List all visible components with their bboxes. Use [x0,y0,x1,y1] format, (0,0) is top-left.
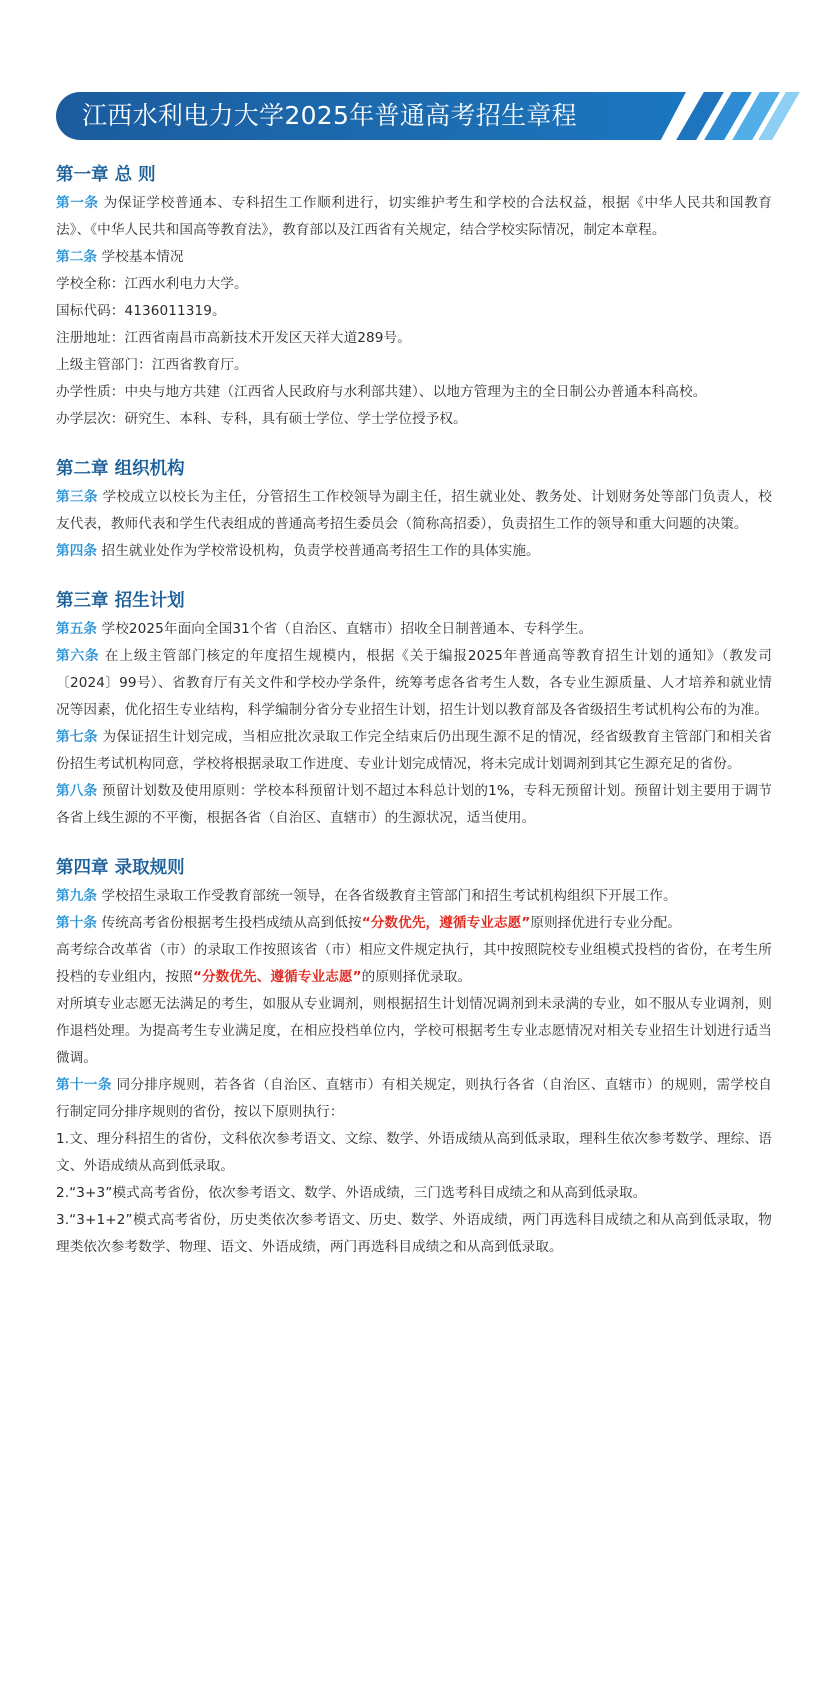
school-code: 国标代码：4136011319。 [56,303,226,319]
article-label: 第九条 [56,888,98,904]
article-9 [56,883,772,910]
school-level: 办学层次：研究生、本科、专科，具有硕士学位、学士学位授予权。 [56,411,467,427]
article-7 [56,724,772,778]
article-5 [56,616,772,643]
article-text: 招生就业处作为学校常设机构，负责学校普通高考招生工作的具体实施。 [97,543,540,559]
chapter-1-heading: 第一章 总 则 [56,165,156,185]
article-label: 第八条 [56,783,98,799]
article-text: 学校成立以校长为主任，分管招生工作校领导为副主任，招生就业处、教务处、计划财务处等部门负责人，校友代表，教师代表和学生代表组成的普通高考招生委员会（简称高招委），负责招生工作的领导和重大问题的决策。 [56,489,772,532]
highlight-principle: “分数优先、遵循专业志愿” [192,969,362,985]
article-text: 学校2025年面向全国31个省（自治区、直辖市）招收全日制普通本、专科学生。 [97,621,593,637]
article-text: 为保证招生计划完成，当相应批次录取工作完全结束后仍出现生源不足的情况，经省级教育主管部门和相关省份招生考试机构同意，学校将根据录取工作进度、专业计划完成情况，将未完成计划调剂到其它生源充足的省份。 [56,729,772,772]
adjustment-rule: 对所填专业志愿无法满足的考生，如服从专业调剂，则根据招生计划情况调剂到未录满的专业，如不服从专业调剂，则作退档处理。为提高考生专业满足度，在相应投档单位内，学校可根据考生专业志愿情况对相关专业招生计划进行适当微调。 [56,996,772,1066]
tie-rule-2: 2.“3+3”模式高考省份，依次参考语文、数学、外语成绩，三门选考科目成绩之和从高到低录取。 [56,1185,647,1201]
reform-province-rule [56,937,772,991]
article-label: 第三条 [56,489,98,505]
school-name: 学校全称：江西水利电力大学。 [56,276,248,292]
article-text: 同分排序规则，若各省（自治区、直辖市）有相关规定，则执行各省（自治区、直辖市）的规则，需学校自行制定同分排序规则的省份，按以下原则执行： [56,1077,772,1120]
article-4 [56,538,772,565]
article-text: 传统高考省份根据考生投档成绩从高到低按 [97,915,362,931]
article-text: 学校招生录取工作受教育部统一领导，在各省级教育主管部门和招生考试机构组织下开展工作。 [97,888,677,904]
article-text: 学校基本情况 [97,249,184,265]
article-2 [56,244,772,271]
article-3 [56,484,772,538]
article-1 [56,190,772,244]
document-body [56,160,772,1261]
article-label: 第五条 [56,621,98,637]
school-department: 上级主管部门：江西省教育厅。 [56,357,248,373]
article-11 [56,1072,772,1126]
tie-rule-1: 1.文、理分科招生的省份，文科依次参考语文、文综、数学、外语成绩从高到低录取，理科生依次参考数学、理综、语文、外语成绩从高到低录取。 [56,1131,772,1174]
paragraph-text: 高考综合改革省（市）的录取工作按照该省（市）相应文件规定执行，其中按照院校专业组模式投档的省份，在考生所投档的专业组内，按照 [56,942,772,985]
article-label: 第四条 [56,543,98,559]
article-6 [56,643,772,724]
article-text: 在上级主管部门核定的年度招生规模内，根据《关于编报2025年普通高等教育招生计划的通知》（教发司〔2024〕99号）、省教育厅有关文件和学校办学条件，统筹考虑各省考生人数，各专业生源质量、人才培养和就业情况等因素，优化招生专业结构，科学编制分省分专业招生计划，招生计划以教育部及各省级招生考试机构公布的为准。 [56,648,772,718]
article-label: 第十一条 [56,1077,112,1093]
article-label: 第六条 [56,648,100,664]
tie-rule-3: 3.“3+1+2”模式高考省份，历史类依次参考语文、历史、数学、外语成绩，两门再选科目成绩之和从高到低录取，物理类依次参考数学、物理、语文、外语成绩，两门再选科目成绩之和从高到低录取。 [56,1212,772,1255]
page-title: 江西水利电力大学2025年普通高考招生章程 [82,101,577,130]
chapter-4-heading: 第四章 录取规则 [56,858,185,878]
school-address: 注册地址：江西省南昌市高新技术开发区天祥大道289号。 [56,330,411,346]
article-label: 第二条 [56,249,98,265]
article-10 [56,910,772,937]
article-label: 第一条 [56,195,99,211]
article-text: 预留计划数及使用原则：学校本科预留计划不超过本科总计划的1%，专科无预留计划。预留计划主要用于调节各省上线生源的不平衡，根据各省（自治区、直辖市）的生源状况，适当使用。 [56,783,772,826]
article-text: 原则择优进行专业分配。 [530,915,682,931]
highlight-principle: “分数优先，遵循专业志愿” [361,915,531,931]
paragraph-text: 的原则择优录取。 [361,969,472,985]
school-nature: 办学性质：中央与地方共建（江西省人民政府与水利部共建）、以地方管理为主的全日制公办普通本科高校。 [56,384,707,400]
article-8 [56,778,772,832]
article-text: 为保证学校普通本、专科招生工作顺利进行，切实维护考生和学校的合法权益，根据《中华人民共和国教育法》、《中华人民共和国高等教育法》，教育部以及江西省有关规定，结合学校实际情况，制定本章程。 [56,195,772,238]
chapter-3-heading: 第三章 招生计划 [56,591,185,611]
article-label: 第十条 [56,915,98,931]
chapter-2-heading: 第二章 组织机构 [56,459,185,479]
article-label: 第七条 [56,729,98,745]
